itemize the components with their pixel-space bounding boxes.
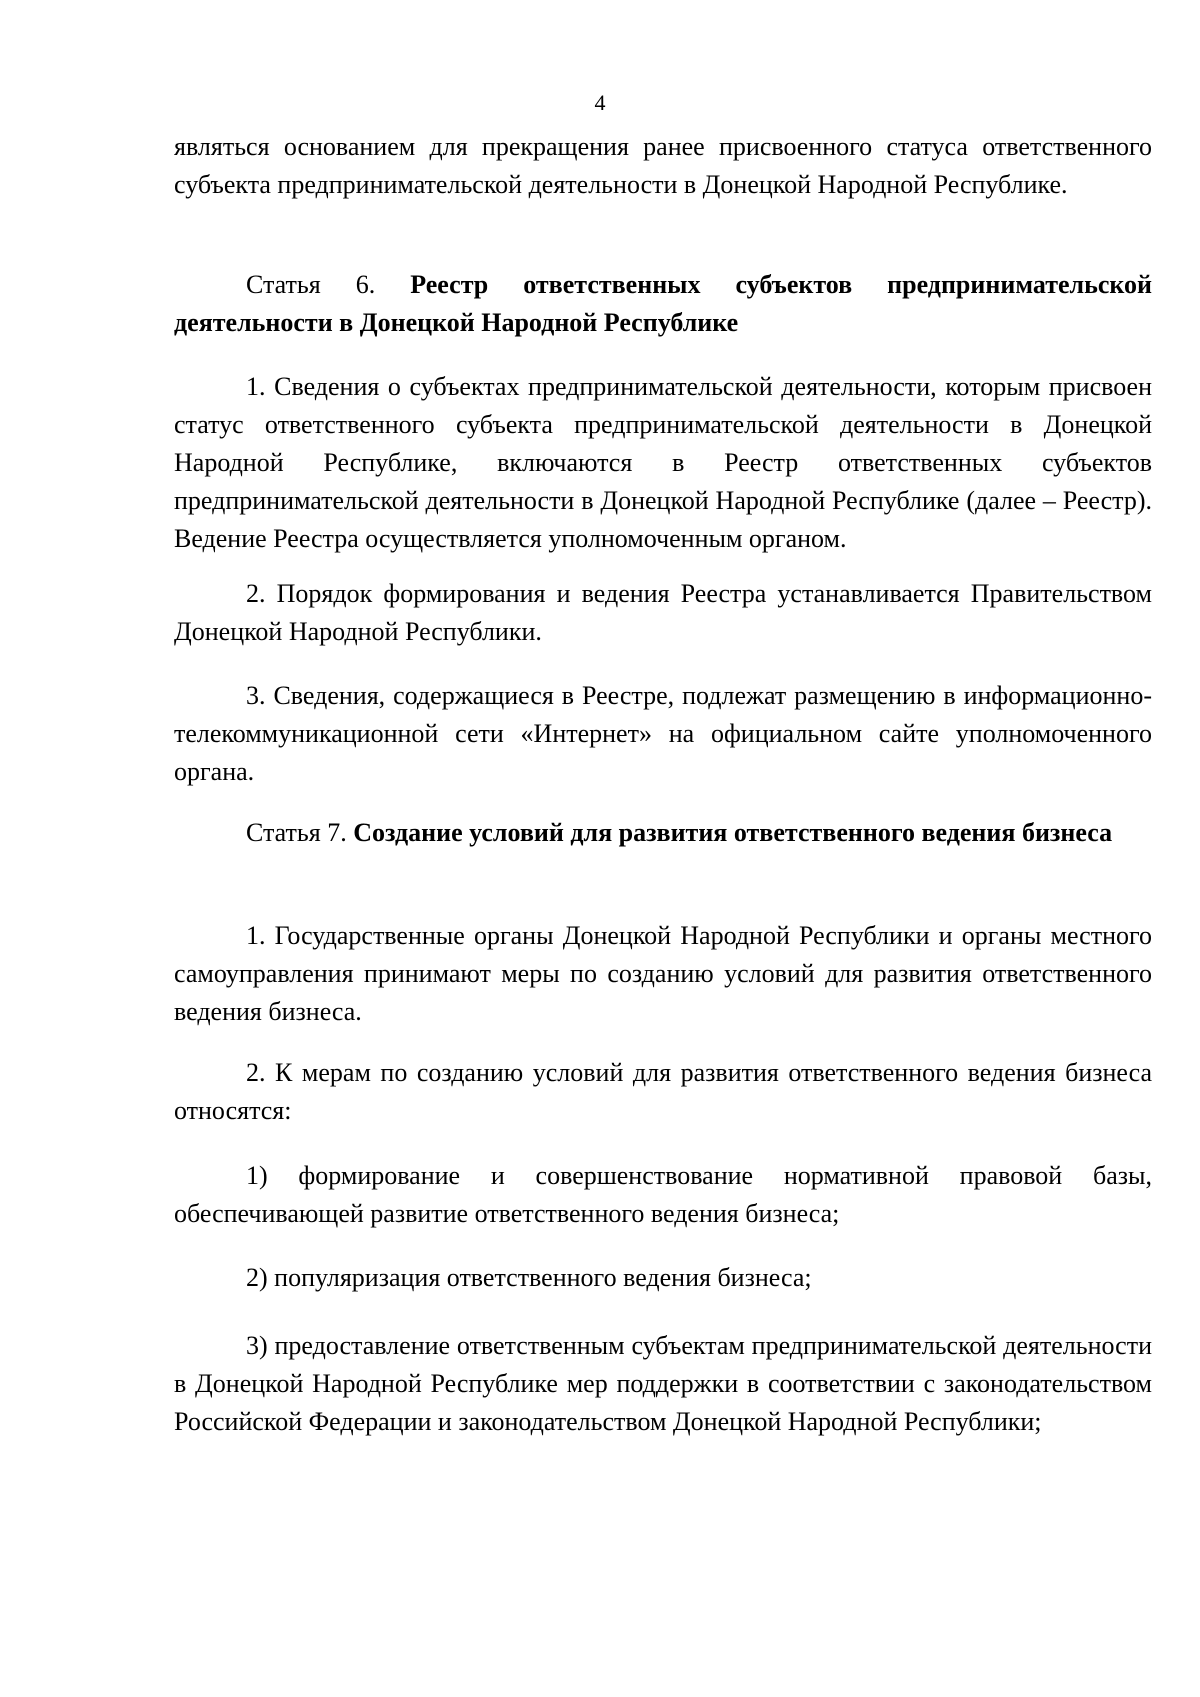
article-7-item-3: 3) предоставление ответственным субъектам предпринимательской деятельности в Донецкой Народной Республике мер поддержки в соответствии с законодательством Российской Федерации и законодательством Донецкой Народной Республики; bbox=[174, 1331, 1152, 1436]
page-number: 4 bbox=[594, 90, 606, 115]
article-7-item-2: 2) популяризация ответственного ведения бизнеса; bbox=[246, 1263, 812, 1292]
intro-paragraph: являться основанием для прекращения ранее присвоенного статуса ответственного субъекта предпринимательской деятельности в Донецкой Народной Республике. bbox=[174, 132, 1152, 199]
article-6-prefix: Статья 6. bbox=[246, 270, 376, 299]
article-7-paragraph-1: 1. Государственные органы Донецкой Народной Республики и органы местного самоуправления принимают меры по созданию условий для развития ответственного ведения бизнеса. bbox=[174, 921, 1152, 1026]
article-7-title: Создание условий для развития ответственного ведения бизнеса bbox=[353, 818, 1113, 847]
article-6-heading bbox=[174, 266, 1152, 342]
article-6-paragraph-1: 1. Сведения о субъектах предпринимательской деятельности, которым присвоен статус ответственного субъекта предпринимательской деятельности в Донецкой Народной Республике, включаются в Реестр ответственных субъектов предпринимательской деятельности в Донецкой Народной Республике (далее – Реестр). Ведение Реестра осуществляется уполномоченным органом. bbox=[174, 372, 1152, 553]
article-7-item-1: 1) формирование и совершенствование нормативной правовой базы, обеспечивающей развитие ответственного ведения бизнеса; bbox=[174, 1161, 1152, 1228]
article-6-title: Реестр ответственных субъектов предпринимательской деятельности в Донецкой Народной Республике bbox=[174, 270, 1153, 337]
article-6-paragraph-3: 3. Сведения, содержащиеся в Реестре, подлежат размещению в информационно-телекоммуникационной сети «Интернет» на официальном сайте уполномоченного органа. bbox=[174, 681, 1152, 786]
article-7-heading bbox=[174, 814, 1152, 852]
article-7-prefix: Статья 7. bbox=[246, 818, 347, 847]
article-7-paragraph-2: 2. К мерам по созданию условий для развития ответственного ведения бизнеса относятся: bbox=[174, 1058, 1152, 1125]
article-6-paragraph-2: 2. Порядок формирования и ведения Реестра устанавливается Правительством Донецкой Народной Республики. bbox=[174, 579, 1152, 646]
